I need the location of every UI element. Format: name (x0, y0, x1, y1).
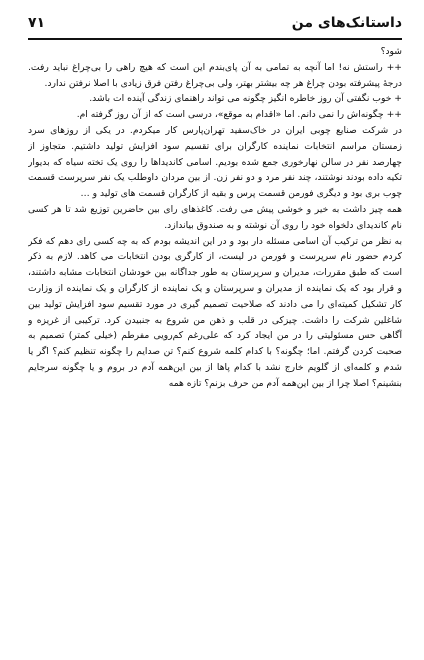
paragraph: در شرکت صنایع چوبی ایران در خاک‌سفید تهران‌پارس کار میکردم. در یکی از روزهای سرد زمستان مراسم انتخابات نماینده کارگران برای تقسیم سود افزایش تولید داشتیم. متجاوز از چهارصد نفر در سالن نهارخوری جمع شده بودیم. اسامی کاندیداها را روی یک تخته سیاه که بدیوار تکیه داده بودند نوشتند، چند نفر مرد و دو نفر زن. از بین مردان داوطلب یک نفر سرپرست قسمت چوب بری بود و دیگری فورمن قسمت پرس و بقیه از کارگران قسمت های تولید و … (28, 124, 402, 200)
paragraph: همه چیز داشت به خیر و خوشی پیش می رفت. کاغذهای رای بین حاضرین توزیع شد تا هر کسی نام کاندیدای دلخواه خود را روی آن نوشته و به صندوق بیاندازد. (28, 203, 402, 231)
paragraph: شود؟ (380, 46, 402, 57)
paragraph: به نظر من ترکیب آن اسامی مسئله دار بود و در این اندیشه بودم که به چه کسی رای دهم که فکر کردم حضور نام سرپرست و فورمن در لیست، از کارگری بودن انتخابات می کاهد. لازم به ذکر است که طبق مقررات، مدیران و سرپرستان به طور جداگانه بین خودشان انتخابات مشابه داشتند، و قرار بود که یک نماینده از مدیران و سرپرستان و یک نماینده از کارگران و یک نماینده از وزارت کار تشکیل کمیته‌ای را می دادند که صلاحیت تصمیم گیری در مورد تقسیم سود افزایش تولید بین شاغلین شرکت را داشت. چیزکی در قلب و ذهن من شروع به جنبیدن کرد. ترکیبی از غریزه و آگاهی حس مسئولیتی را در من ایجاد کرد که علی‌رغم کم‌رویی مفرطم (خیلی کمتر) تصمیم به صحبت کردن گرفتم. اما؛ چگونه؟ با کدام کلمه شروع کنم؟ تن صدایم را چگونه تنظیم کنم؟ اگر یا شدم و کلمه‌ای از گلویم خارج نشد با کدام پاها از بین این‌همه آدم در بروم و یا چگونه سرجایم بنشینم؟ اصلا چرا از بین این‌همه آدم من حرف بزنم؟ تازه همه (28, 235, 402, 389)
paragraph: ++ راستش نه! اما آنچه به تمامی به آن پای‌بندم این است که هیچ راهی را بی‌چراغ نباید رفت. درجهٔ پیشرفته بودن چراغ هر چه بیشتر بهتر، ولی بی‌چراغ رفتن فرق زیادی با اصلا نرفتن ندارد. (28, 61, 402, 89)
running-title: داستانک‌های من (291, 15, 402, 31)
page-header (28, 8, 402, 40)
paragraph: + خوب نگفتی آن روز خاطره انگیز چگونه می تواند راهنمای زندگی آینده ات باشد. (89, 93, 402, 105)
paragraph: ++ چگونه‌اش را نمی دانم. اما «اقدام به موقع»، درسی است که از آن روز گرفته ام. (76, 109, 402, 121)
body-text (28, 44, 402, 654)
page-number: ۷۱ (28, 15, 46, 31)
